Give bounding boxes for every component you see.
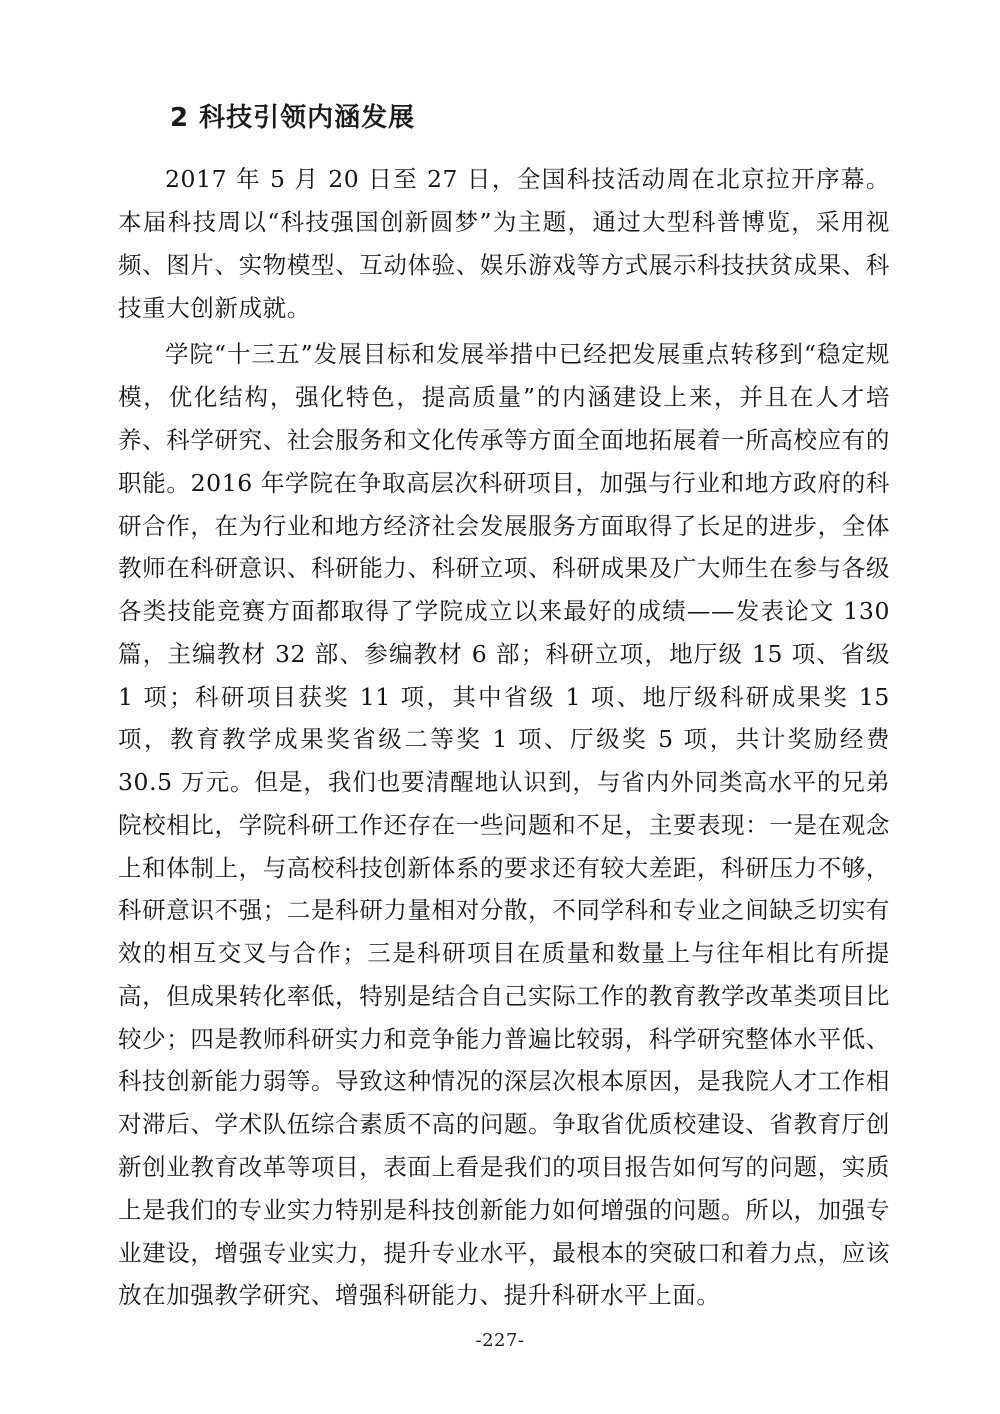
body-paragraph-1: 2017 年 5 月 20 日至 27 日，全国科技活动周在北京拉开序幕。本届科技周以“科技强国创新圆梦”为主题，通过大型科普博览，采用视频、图片、实物模型、互动体验、娱乐游戏等方式展示科技扶贫成果、科技重大创新成就。 [118, 165, 890, 322]
section-heading: 2 科技引领内涵发展 [170, 103, 416, 133]
body-paragraph-2: 学院“十三五”发展目标和发展举措中已经把发展重点转移到“稳定规模，优化结构，强化特色，提高质量”的内涵建设上来，并且在人才培养、科学研究、社会服务和文化传承等方面全面地拓展着一所高校应有的职能。2016 年学院在争取高层次科研项目，加强与行业和地方政府的科研合作，在为行业和地方经济社会发展服务方面取得了长足的进步，全体教师在科研意识、科研能力、科研立项、科研成果及广大师生在参与各级各类技能竞赛方面都取得了学院成立以来最好的成绩——发表论文 130 篇，主编教材 32 部、参编教材 6 部；科研立项，地厅级 15 项、省级 1 项；科研项目获奖 11 项，其中省级 1 项、地厅级科研成果奖 15 项，教育教学成果奖省级二等奖 1 项、厅级奖 5 项，共计奖励经费 30.5 万元。但是，我们也要清醒地认识到，与省内外同类高水平的兄弟院校相比，学院科研工作还存在一些问题和不足，主要表现：一是在观念上和体制上，与高校科技创新体系的要求还有较大差距，科研压力不够，科研意识不强；二是科研力量相对分散，不同学科和专业之间缺乏切实有效的相互交叉与合作；三是科研项目在质量和数量上与往年相比有所提高，但成果转化率低，特别是结合自己实际工作的教育教学改革类项目比较少；四是教师科研实力和竞争能力普遍比较弱，科学研究整体水平低、科技创新能力弱等。导致这种情况的深层次根本原因，是我院人才工作相对滞后、学术队伍综合素质不高的问题。争取省优质校建设、省教育厅创新创业教育改革等项目，表面上看是我们的项目报告如何写的问题，实质上是我们的专业实力特别是科技创新能力如何增强的问题。所以，加强专业建设，增强专业实力，提升专业水平，最根本的突破口和着力点，应该放在加强教学研究、增强科研能力、提升科研水平上面。 [118, 340, 890, 1310]
page-content [118, 100, 890, 1321]
page-number: -227- [475, 1330, 525, 1351]
